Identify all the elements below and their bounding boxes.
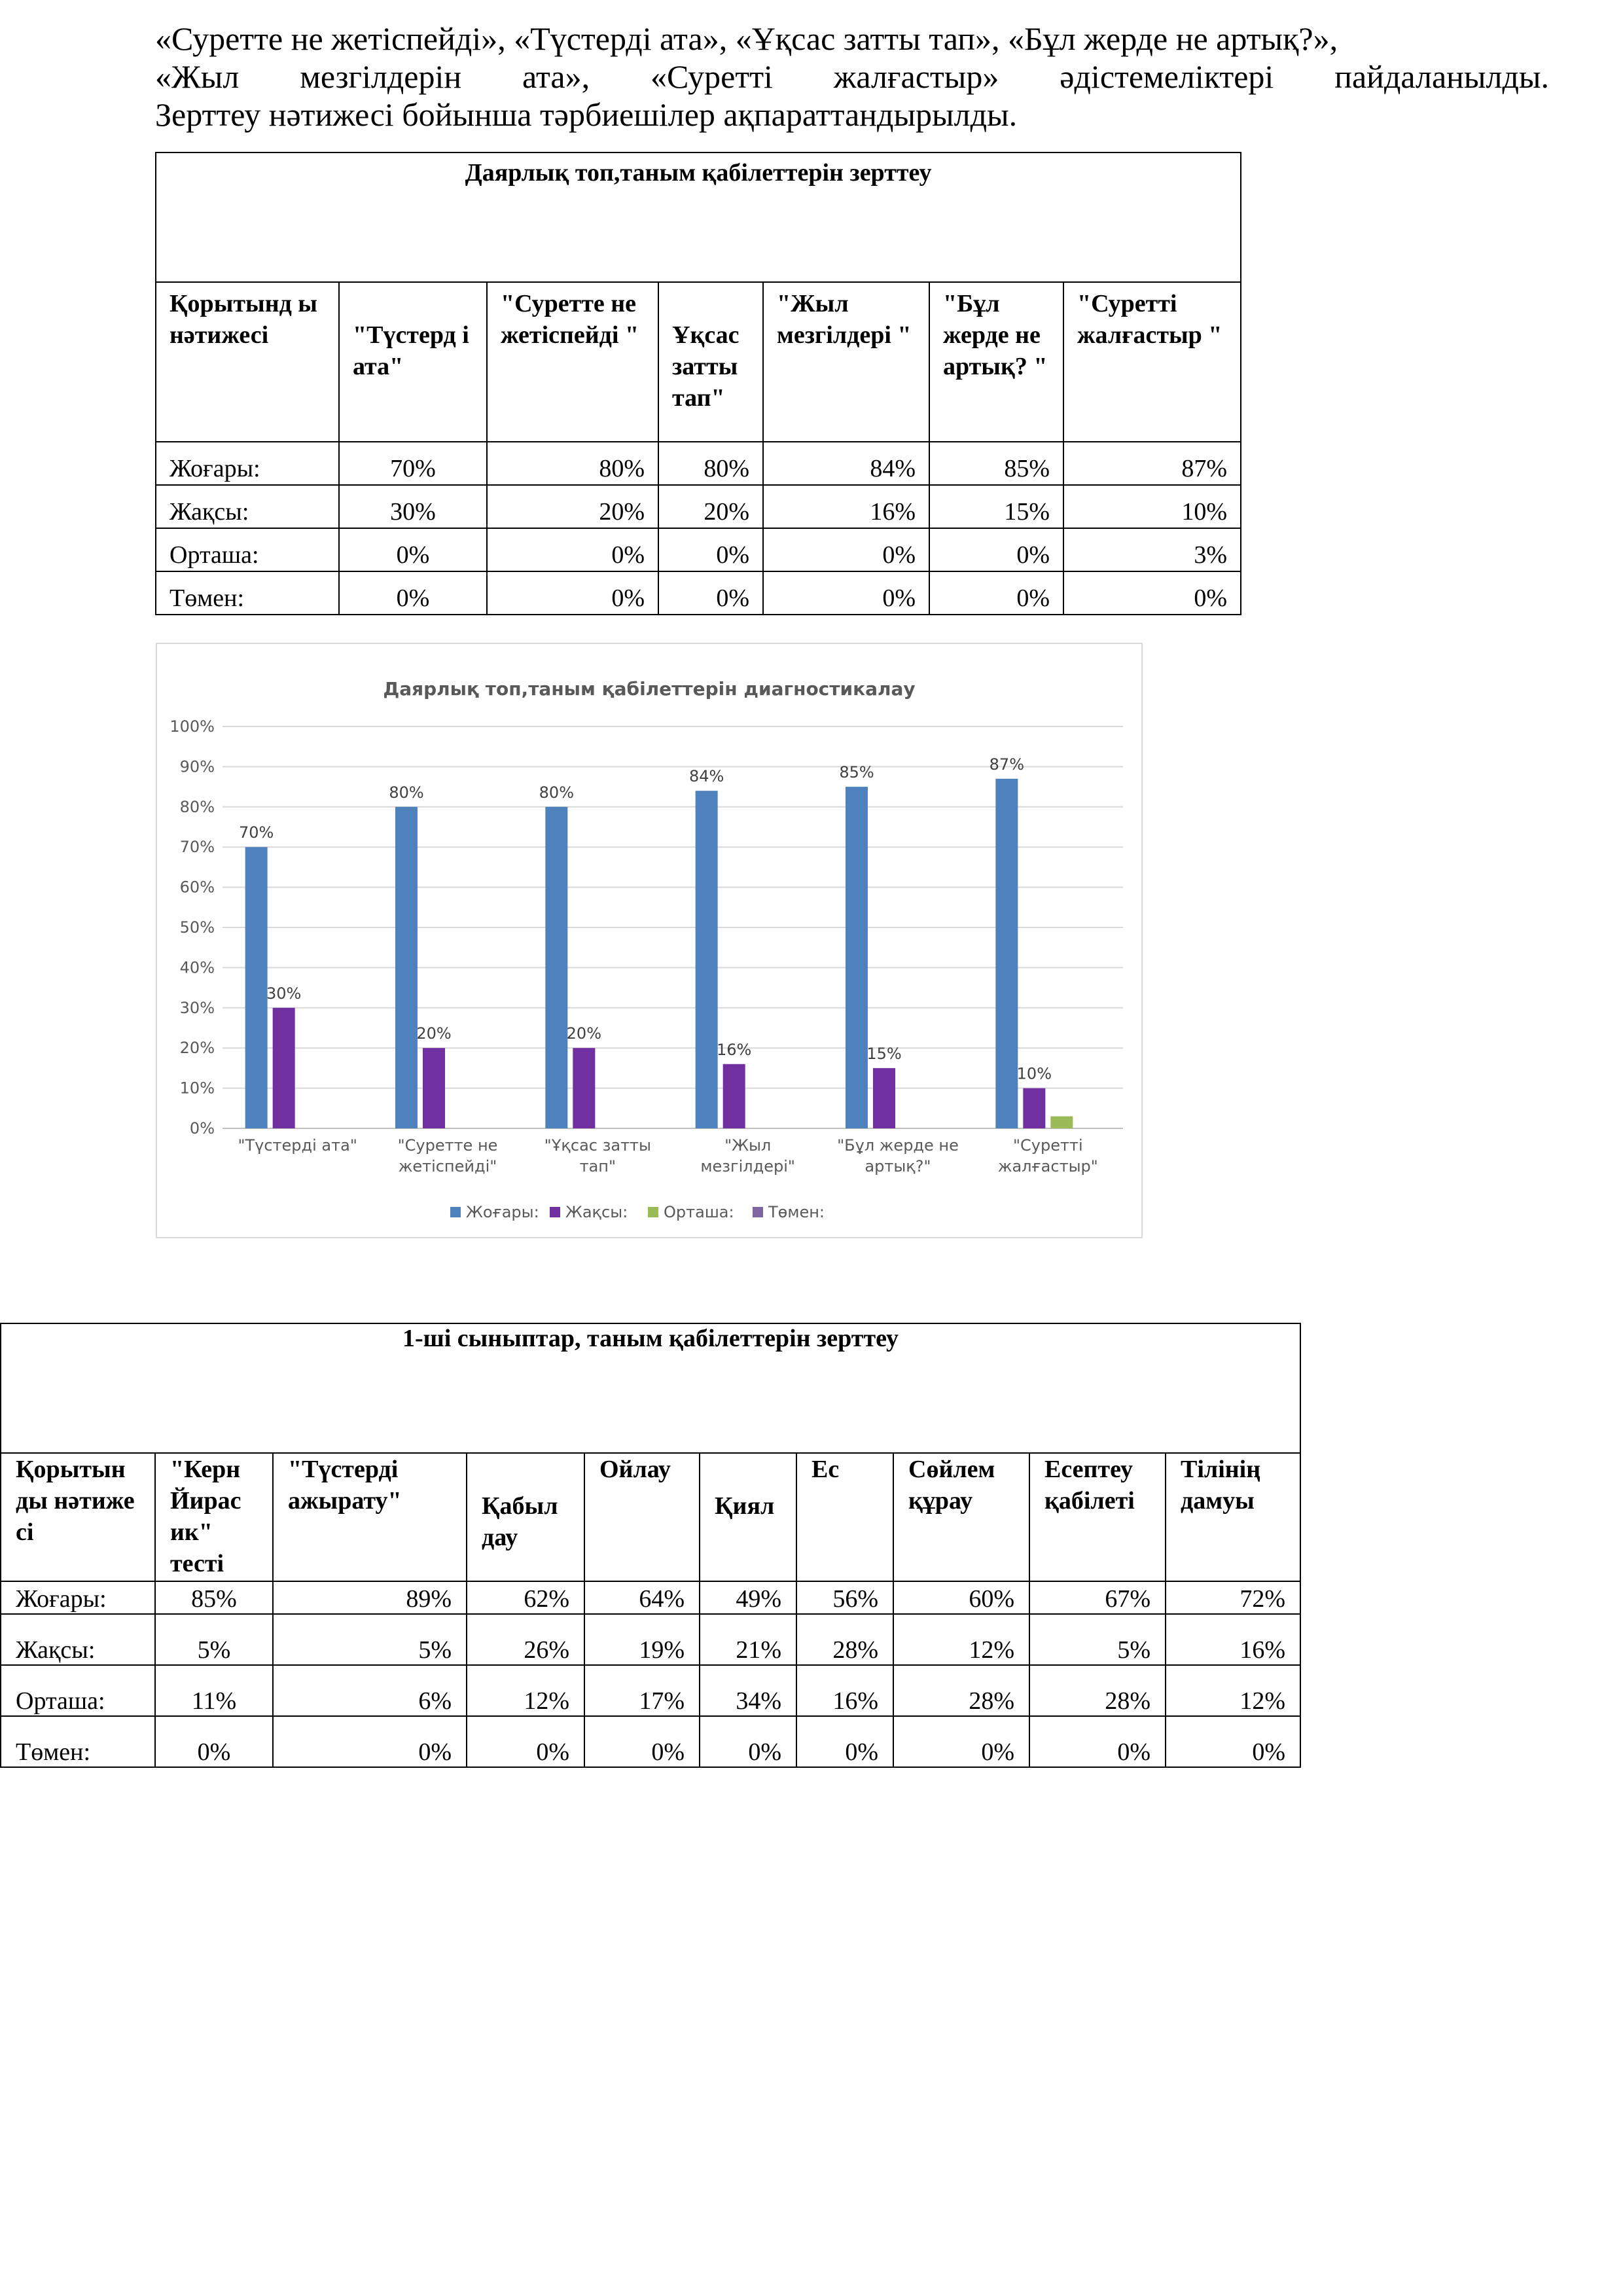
table-header-cell: "Суретті жалғастыр " — [1063, 282, 1241, 442]
legend-swatch — [550, 1207, 560, 1217]
y-tick-label: 20% — [179, 1039, 215, 1058]
bar-chart — [156, 643, 1143, 1238]
y-tick-label: 80% — [179, 797, 215, 816]
table-cell: 16% — [763, 485, 929, 528]
table-header-cell: Ұқсас затты тап" — [658, 282, 763, 442]
data-label: 20% — [566, 1024, 602, 1043]
legend-swatch — [450, 1207, 461, 1217]
bar — [873, 1068, 895, 1128]
bar — [273, 1008, 295, 1128]
table-cell: 5% — [1029, 1614, 1166, 1665]
table-cell: 64% — [584, 1581, 700, 1614]
bar — [1023, 1088, 1045, 1128]
table-cell: 0% — [1063, 571, 1241, 615]
table-cell: 0% — [1029, 1716, 1166, 1767]
legend-swatch — [648, 1207, 658, 1217]
table-cell: 0% — [929, 528, 1063, 571]
table-title: 1-ші сыныптар, таным қабілеттерін зерттеу — [1, 1323, 1300, 1453]
table-cell: 0% — [796, 1716, 893, 1767]
data-label: 20% — [416, 1024, 452, 1043]
data-label: 30% — [266, 984, 302, 1003]
table-header-cell: "Түстерд і ата" — [339, 282, 487, 442]
table-cell: 34% — [700, 1665, 796, 1716]
table-cell: 0% — [584, 1716, 700, 1767]
table-cell: 26% — [467, 1614, 584, 1665]
table-cell: 5% — [155, 1614, 273, 1665]
table-cell: 12% — [893, 1614, 1029, 1665]
table-cell: 28% — [893, 1665, 1029, 1716]
table-cell: 80% — [487, 442, 658, 485]
table-header-cell: Тілінің дамуы — [1166, 1453, 1300, 1581]
table-header-cell: "Түстерді ажырату" — [273, 1453, 467, 1581]
intro-paragraph — [155, 20, 1549, 134]
intro-line-1: «Суретте не жетіспейді», «Түстерді ата», «Ұқсас затты тап», «Бұл жерде не артық?», — [155, 20, 1338, 57]
table-cell: 0% — [929, 571, 1063, 615]
y-tick-label: 100% — [169, 717, 215, 736]
table-cell: 6% — [273, 1665, 467, 1716]
table-cell: 0% — [487, 528, 658, 571]
table-header-cell: Қорытынд ы нәтижесі — [156, 282, 339, 442]
x-tick-label: тап" — [579, 1157, 616, 1175]
table-cell: 70% — [339, 442, 487, 485]
chart-canvas — [157, 644, 1141, 1237]
table-cell: 30% — [339, 485, 487, 528]
table-cell: 0% — [658, 528, 763, 571]
table-cell: 28% — [1029, 1665, 1166, 1716]
table-cell: 80% — [658, 442, 763, 485]
row-label: Жоғары: — [156, 442, 339, 485]
table-cell: 0% — [339, 571, 487, 615]
table-cell: 12% — [467, 1665, 584, 1716]
table-header-cell: "Керн Йирас ик" тесті — [155, 1453, 273, 1581]
legend-swatch — [753, 1207, 763, 1217]
row-label: Жақсы: — [1, 1614, 155, 1665]
x-tick-label: мезгілдері" — [700, 1157, 795, 1175]
table-cell: 67% — [1029, 1581, 1166, 1614]
bar — [723, 1064, 745, 1128]
y-tick-label: 30% — [179, 998, 215, 1017]
table-cell: 0% — [487, 571, 658, 615]
table-row — [156, 571, 1241, 615]
table-cell: 0% — [893, 1716, 1029, 1767]
table-cell: 28% — [796, 1614, 893, 1665]
row-label: Төмен: — [1, 1716, 155, 1767]
table-header-cell: "Жыл мезгілдері " — [763, 282, 929, 442]
x-tick-label: "Жыл — [724, 1136, 772, 1155]
table-row — [1, 1665, 1300, 1716]
table-cell: 5% — [273, 1614, 467, 1665]
table-row — [1, 1581, 1300, 1614]
data-label: 80% — [389, 783, 424, 802]
table-cell: 19% — [584, 1614, 700, 1665]
intro-line-3: Зерттеу нәтижесі бойынша тәрбиешілер ақпараттандырылды. — [155, 96, 1018, 133]
data-label: 85% — [839, 763, 874, 782]
data-label: 15% — [866, 1044, 902, 1063]
legend-label: Орташа: — [664, 1203, 734, 1221]
bar — [846, 787, 868, 1128]
table-header-cell: Қабыл дау — [467, 1453, 584, 1581]
bar — [995, 779, 1018, 1128]
table-header-cell: "Бұл жерде не артық? " — [929, 282, 1063, 442]
legend-label: Төмен: — [768, 1203, 825, 1221]
table-row — [1, 1614, 1300, 1665]
legend-label: Жақсы: — [565, 1203, 628, 1221]
table-header-cell: Сөйлем құрау — [893, 1453, 1029, 1581]
table-cell: 60% — [893, 1581, 1029, 1614]
table-cell: 10% — [1063, 485, 1241, 528]
table-cell: 0% — [763, 528, 929, 571]
table-cell: 0% — [339, 528, 487, 571]
table-cell: 3% — [1063, 528, 1241, 571]
row-label: Төмен: — [156, 571, 339, 615]
table-cell: 20% — [658, 485, 763, 528]
legend-label: Жоғары: — [466, 1203, 539, 1221]
table-cell: 0% — [658, 571, 763, 615]
intro-line-2: «Жыл мезгілдерін ата», «Суретті жалғастыр» әдістемеліктері пайдаланылды. — [155, 58, 1549, 95]
table-header-cell: "Суретте не жетіспейді " — [487, 282, 658, 442]
row-label: Орташа: — [156, 528, 339, 571]
y-tick-label: 70% — [179, 838, 215, 857]
table-header-cell: Ес — [796, 1453, 893, 1581]
table-cell: 87% — [1063, 442, 1241, 485]
table-cell: 89% — [273, 1581, 467, 1614]
table-cell: 0% — [1166, 1716, 1300, 1767]
table-cell: 0% — [467, 1716, 584, 1767]
bar — [245, 847, 268, 1128]
first-grade-table — [0, 1323, 1301, 1768]
x-tick-label: "Ұқсас затты — [544, 1136, 651, 1155]
x-tick-label: артық?" — [865, 1157, 931, 1175]
table-title: Даярлық топ,таным қабілеттерін зерттеу — [156, 152, 1241, 282]
x-tick-label: жалғастыр" — [997, 1157, 1098, 1175]
table-cell: 12% — [1166, 1665, 1300, 1716]
bar — [395, 807, 418, 1128]
table-cell: 20% — [487, 485, 658, 528]
table-cell: 21% — [700, 1614, 796, 1665]
y-tick-label: 10% — [179, 1079, 215, 1098]
y-tick-label: 50% — [179, 918, 215, 937]
y-tick-label: 60% — [179, 878, 215, 897]
data-label: 16% — [716, 1040, 752, 1059]
table-cell: 49% — [700, 1581, 796, 1614]
preparatory-group-table — [155, 152, 1241, 615]
table-cell: 56% — [796, 1581, 893, 1614]
bar — [423, 1048, 445, 1128]
row-label: Жақсы: — [156, 485, 339, 528]
table-header-cell: Ойлау — [584, 1453, 700, 1581]
table-cell: 0% — [700, 1716, 796, 1767]
table-row — [156, 528, 1241, 571]
y-tick-label: 0% — [189, 1119, 215, 1138]
table-cell: 85% — [155, 1581, 273, 1614]
table-cell: 16% — [796, 1665, 893, 1716]
data-label: 84% — [688, 767, 724, 786]
y-tick-label: 90% — [179, 757, 215, 776]
row-label: Орташа: — [1, 1665, 155, 1716]
table-cell: 72% — [1166, 1581, 1300, 1614]
chart-title: Даярлық топ,таным қабілеттерін диагностикалау — [383, 678, 916, 700]
table-row — [1, 1716, 1300, 1767]
data-label: 10% — [1016, 1064, 1052, 1083]
table-cell: 15% — [929, 485, 1063, 528]
bar — [1050, 1117, 1073, 1128]
x-tick-label: "Түстерді ата" — [238, 1136, 357, 1155]
y-tick-label: 40% — [179, 958, 215, 977]
table-row — [156, 485, 1241, 528]
table-header-cell: Есептеу қабілеті — [1029, 1453, 1166, 1581]
table-cell: 17% — [584, 1665, 700, 1716]
table-cell: 84% — [763, 442, 929, 485]
table-cell: 62% — [467, 1581, 584, 1614]
table-cell: 0% — [155, 1716, 273, 1767]
row-label: Жоғары: — [1, 1581, 155, 1614]
table-header-cell: Қорытын ды нәтиже сі — [1, 1453, 155, 1581]
x-tick-label: "Суретте не — [397, 1136, 498, 1155]
table-row — [156, 442, 1241, 485]
bar — [545, 807, 567, 1128]
x-tick-label: "Бұл жерде не — [837, 1136, 959, 1155]
table-cell: 11% — [155, 1665, 273, 1716]
data-label: 87% — [989, 755, 1025, 774]
data-label: 70% — [238, 823, 274, 842]
table-cell: 0% — [273, 1716, 467, 1767]
table-cell: 85% — [929, 442, 1063, 485]
data-label: 80% — [539, 783, 575, 802]
bar — [696, 791, 718, 1128]
x-tick-label: жетіспейді" — [398, 1157, 497, 1175]
x-tick-label: "Суретті — [1013, 1136, 1083, 1155]
table-cell: 16% — [1166, 1614, 1300, 1665]
bar — [573, 1048, 595, 1128]
table-cell: 0% — [763, 571, 929, 615]
table-header-cell: Қиял — [700, 1453, 796, 1581]
